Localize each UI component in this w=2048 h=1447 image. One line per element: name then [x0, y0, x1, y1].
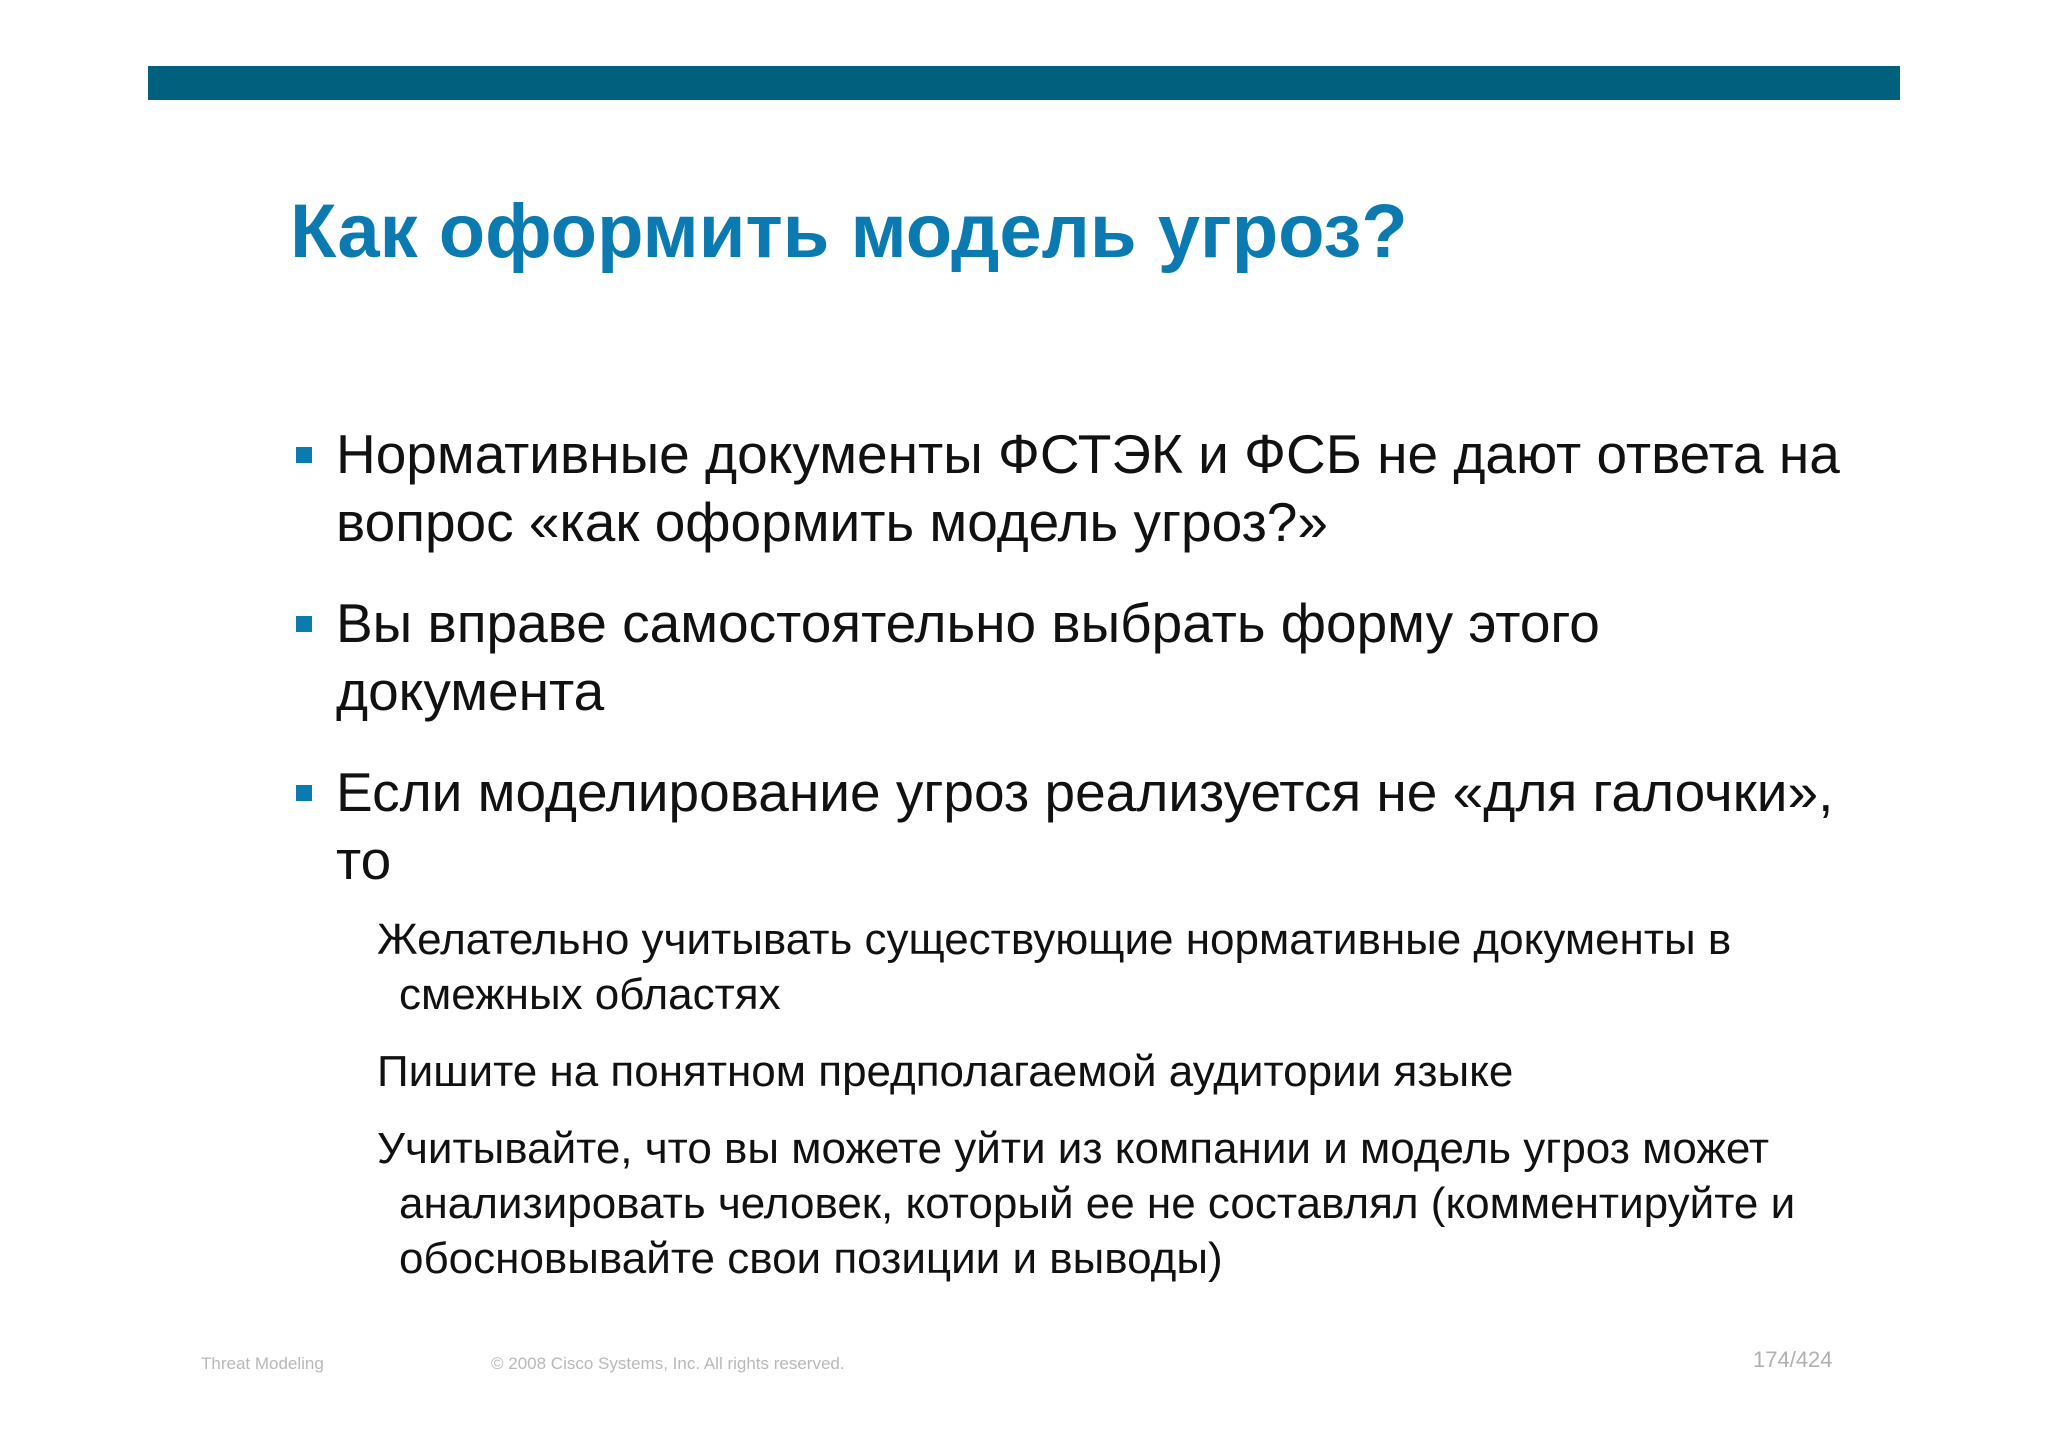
sub-item: Учитывайте, что вы можете уйти из компании и модель угроз может анализировать человек, который ее не составлял (комментируйте и обосновывайте свои позиции и выводы) — [377, 1124, 1796, 1283]
square-bullet-icon — [296, 447, 312, 463]
sub-item-list — [377, 912, 1877, 1308]
bullet-item — [290, 758, 1850, 894]
page-number: 174/424 — [1753, 1347, 1833, 1372]
bullet-text: Нормативные документы ФСТЭК и ФСБ не дают ответа на вопрос «как оформить модель угроз?» — [336, 423, 1840, 553]
bullet-text: Если моделирование угроз реализуется не «для галочки», то — [336, 761, 1834, 891]
footer-copyright: © 2008 Cisco Systems, Inc. All rights reserved. — [491, 1354, 845, 1373]
bullet-item — [290, 420, 1850, 556]
bullet-list — [290, 420, 1850, 927]
square-bullet-icon — [296, 785, 312, 801]
sub-item: Желательно учитывать существующие нормативные документы в смежных областях — [377, 915, 1732, 1019]
bullet-item — [290, 589, 1850, 725]
bullet-text: Вы вправе самостоятельно выбрать форму этого документа — [336, 592, 1600, 722]
sub-item: Пишите на понятном предполагаемой аудитории языке — [377, 1047, 1514, 1096]
top-header-bar — [148, 66, 1900, 100]
square-bullet-icon — [296, 616, 312, 632]
slide-title: Как оформить модель угроз? — [290, 189, 1408, 274]
footer-section-label: Threat Modeling — [201, 1354, 324, 1373]
